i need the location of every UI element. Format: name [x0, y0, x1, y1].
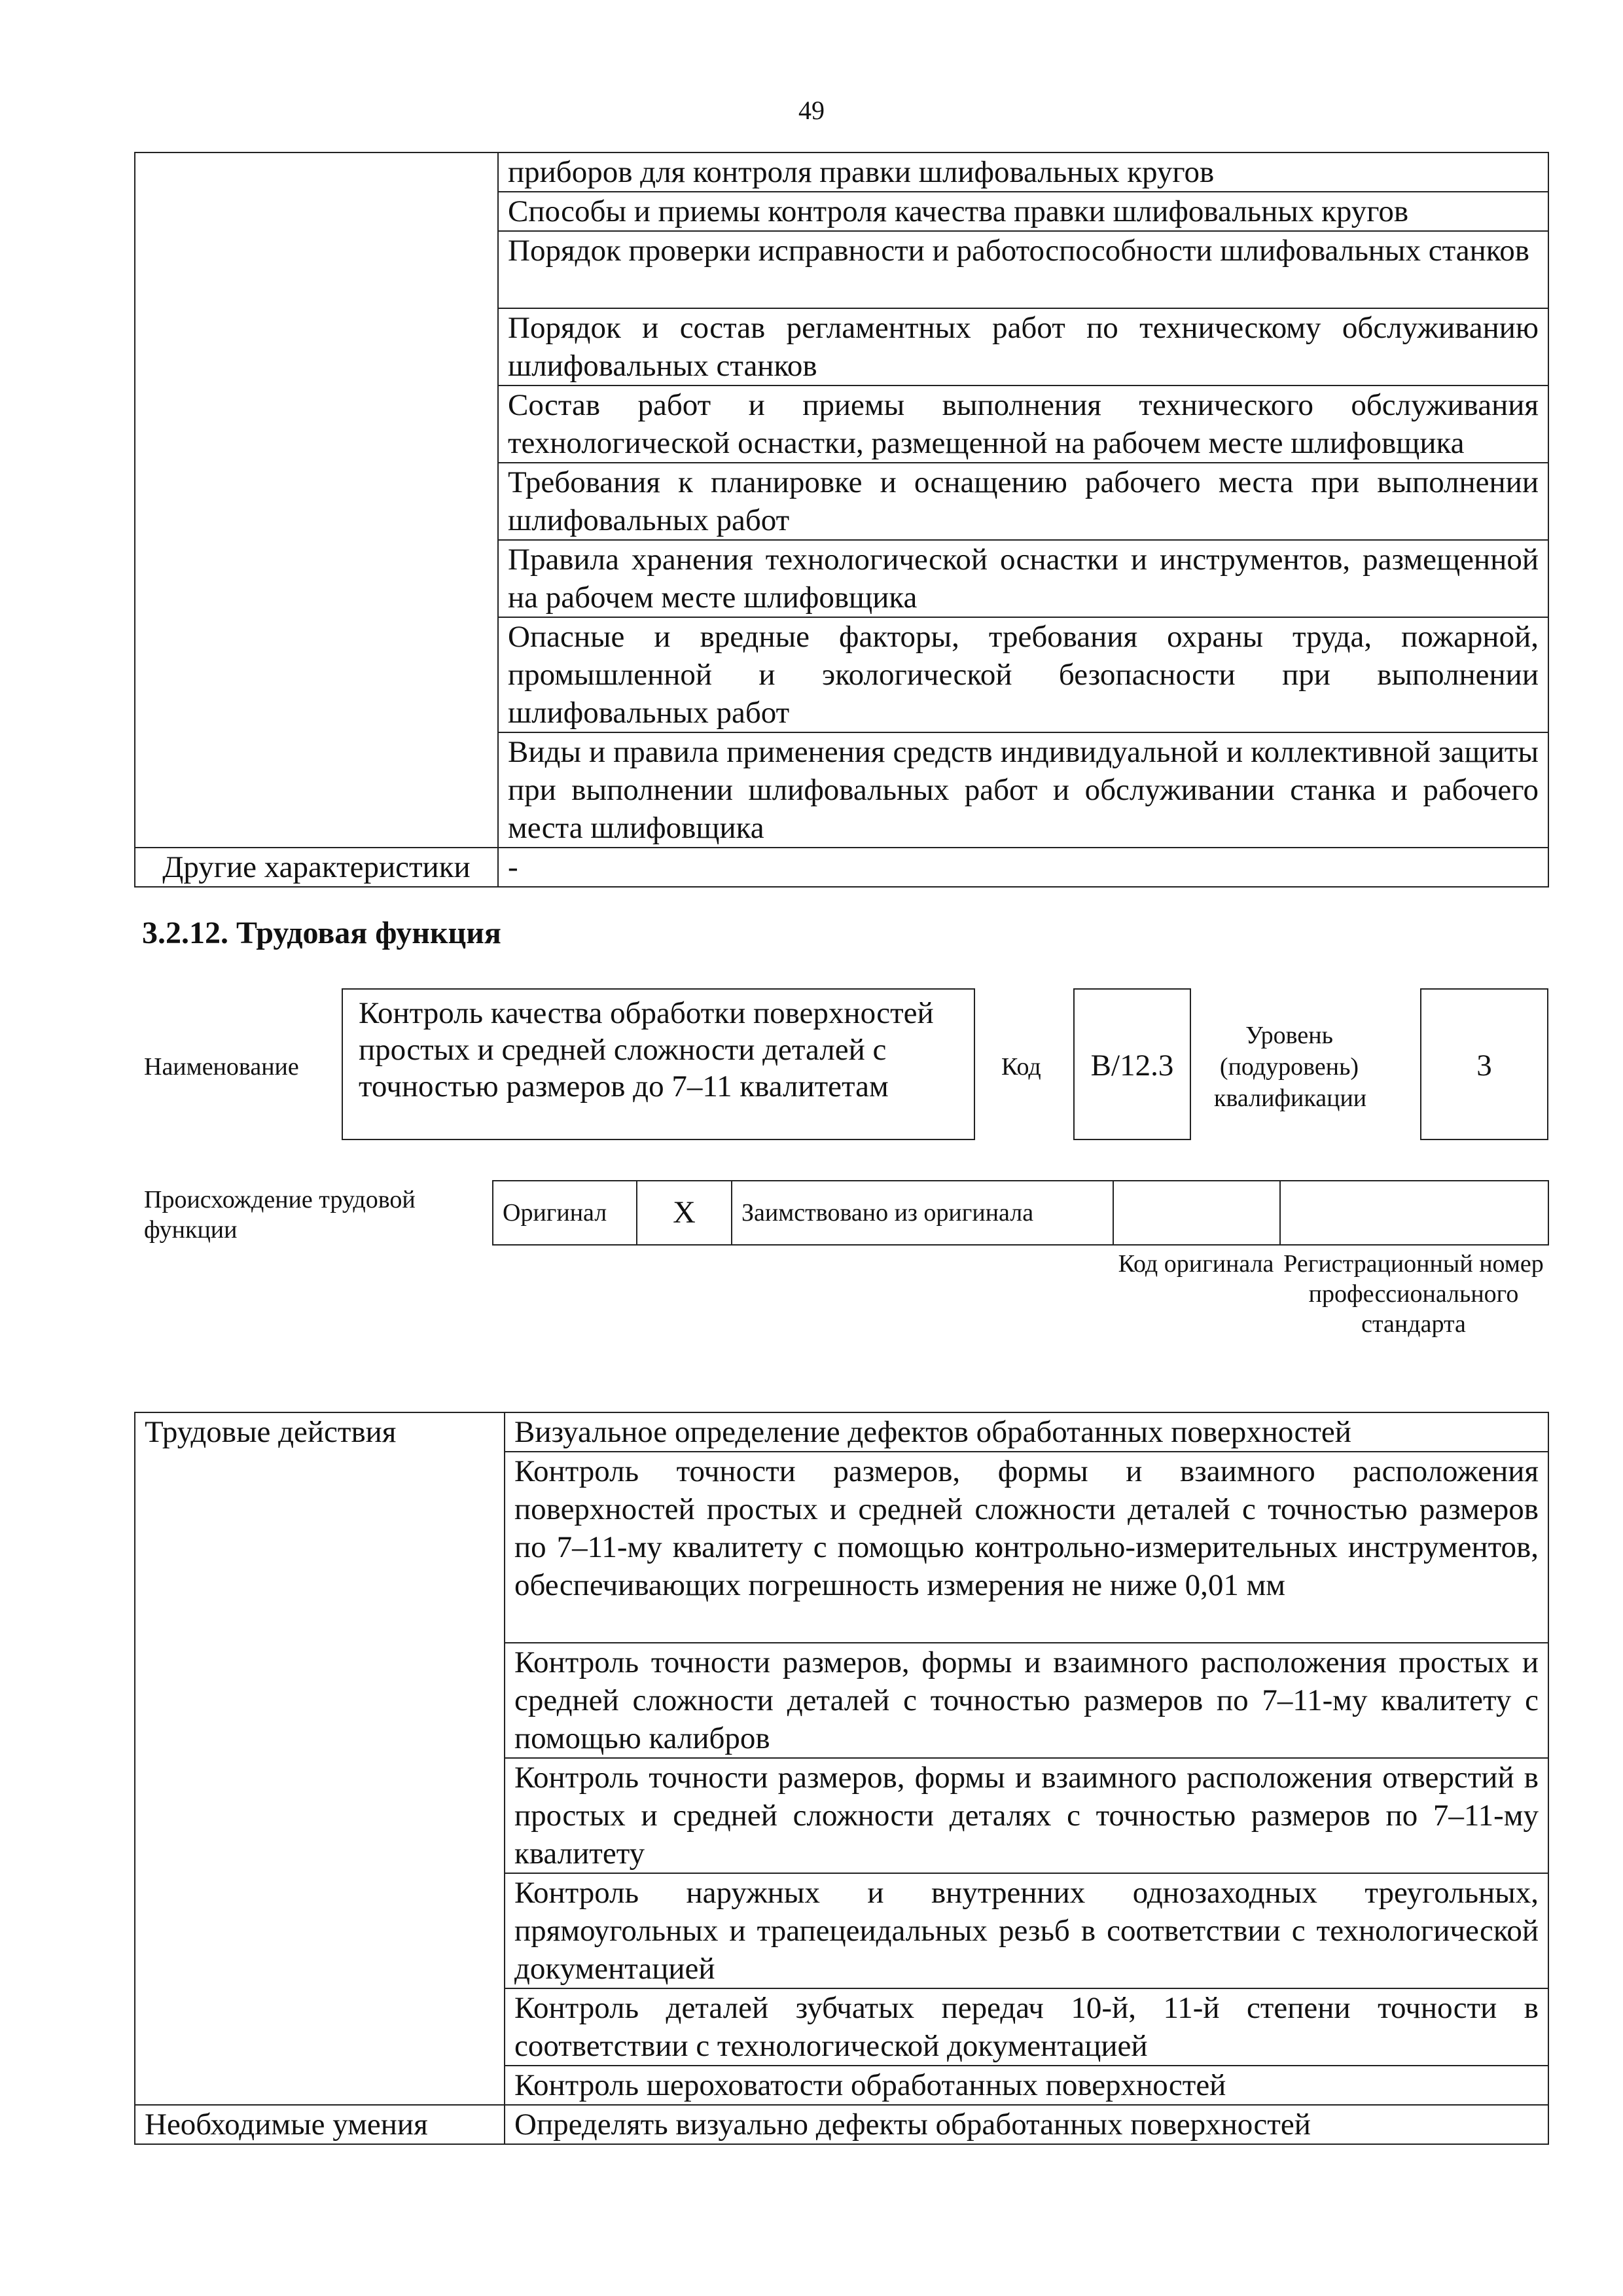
origin-label: Происхождение трудовой функции [144, 1186, 416, 1244]
knowledge-table [134, 152, 1549, 888]
knowledge-item: Правила хранения технологической оснастки и инструментов, размещенной на рабочем месте шлифовщика [498, 540, 1548, 617]
level-value: 3 [1476, 1049, 1492, 1083]
registration-number-caption: Регистрационный номер профессионального стандарта [1283, 1250, 1544, 1338]
original-code-caption: Код оригинала [1118, 1250, 1274, 1278]
knowledge-item: приборов для контроля правки шлифовальных кругов [498, 152, 1548, 192]
level-label: Уровень (подуровень) квалификации [1214, 1022, 1367, 1112]
section-heading: 3.2.12. Трудовая функция [142, 916, 501, 950]
original-mark: X [637, 1181, 732, 1245]
action-item: Контроль шероховатости обработанных поверхностей [505, 2066, 1548, 2105]
knowledge-label-cell [135, 152, 498, 848]
action-item: Контроль точности размеров, формы и взаимного расположения отверстий в простых и средней сложности деталях с точностью размеров по 7–11-му квалитету [505, 1758, 1548, 1873]
action-item: Контроль деталей зубчатых передач 10-й, 11-й степени точности в соответствии с технологической документацией [505, 1988, 1548, 2066]
other-characteristics-label: Другие характеристики [135, 848, 498, 887]
knowledge-item: Порядок проверки исправности и работоспособности шлифовальных станков [498, 231, 1548, 308]
action-item: Контроль точности размеров, формы и взаимного расположения простых и средней сложности деталей с точностью размеров по 7–11-му квалитету с помощью калибров [505, 1643, 1548, 1758]
actions-table [134, 1412, 1549, 2145]
code-label: Код [1001, 1053, 1041, 1081]
origin-table [492, 1180, 1549, 1246]
code-value: B/12.3 [1090, 1049, 1174, 1083]
knowledge-item: Способы и приемы контроля качества правки шлифовальных кругов [498, 192, 1548, 231]
original-code-cell [1113, 1181, 1280, 1245]
knowledge-item: Опасные и вредные факторы, требования охраны труда, пожарной, промышленной и экологической безопасности при выполнении шлифовальных работ [498, 617, 1548, 732]
level-box [1420, 988, 1548, 1140]
name-label: Наименование [144, 1053, 299, 1081]
knowledge-item: Состав работ и приемы выполнения технического обслуживания технологической оснастки, размещенной на рабочем месте шлифовщика [498, 386, 1548, 463]
knowledge-item: Виды и правила применения средств индивидуальной и коллективной защиты при выполнении шлифовальных работ и обслуживании станка и рабочего места шлифовщика [498, 732, 1548, 848]
knowledge-item: Порядок и состав регламентных работ по техническому обслуживанию шлифовальных станков [498, 308, 1548, 386]
borrowed-label: Заимствовано из оригинала [732, 1181, 1113, 1245]
action-item: Контроль наружных и внутренних однозаходных треугольных, прямоугольных и трапецеидальных резьб в соответствии с технологической документацией [505, 1873, 1548, 1988]
action-item: Визуальное определение дефектов обработанных поверхностей [505, 1412, 1548, 1452]
other-characteristics-value: - [498, 848, 1548, 887]
page-number: 49 [798, 96, 825, 125]
function-name-value: Контроль качества обработки поверхностей простых и средней сложности деталей с точностью размеров до 7–11 квалитетам [359, 996, 934, 1103]
skill-item: Определять визуально дефекты обработанных поверхностей [505, 2105, 1548, 2144]
knowledge-item: Требования к планировке и оснащению рабочего места при выполнении шлифовальных работ [498, 463, 1548, 540]
original-label: Оригинал [493, 1181, 637, 1245]
action-item: Контроль точности размеров, формы и взаимного расположения поверхностей простых и средней сложности деталей с точностью размеров по 7–11-му квалитету с помощью контрольно-измерительных инструментов, обеспечивающих погрешность измерения не ниже 0,01 мм [505, 1452, 1548, 1643]
skills-label: Необходимые умения [135, 2105, 505, 2144]
function-name-box [342, 988, 975, 1140]
registration-number-cell [1280, 1181, 1548, 1245]
code-box [1073, 988, 1191, 1140]
actions-label: Трудовые действия [135, 1412, 505, 2105]
